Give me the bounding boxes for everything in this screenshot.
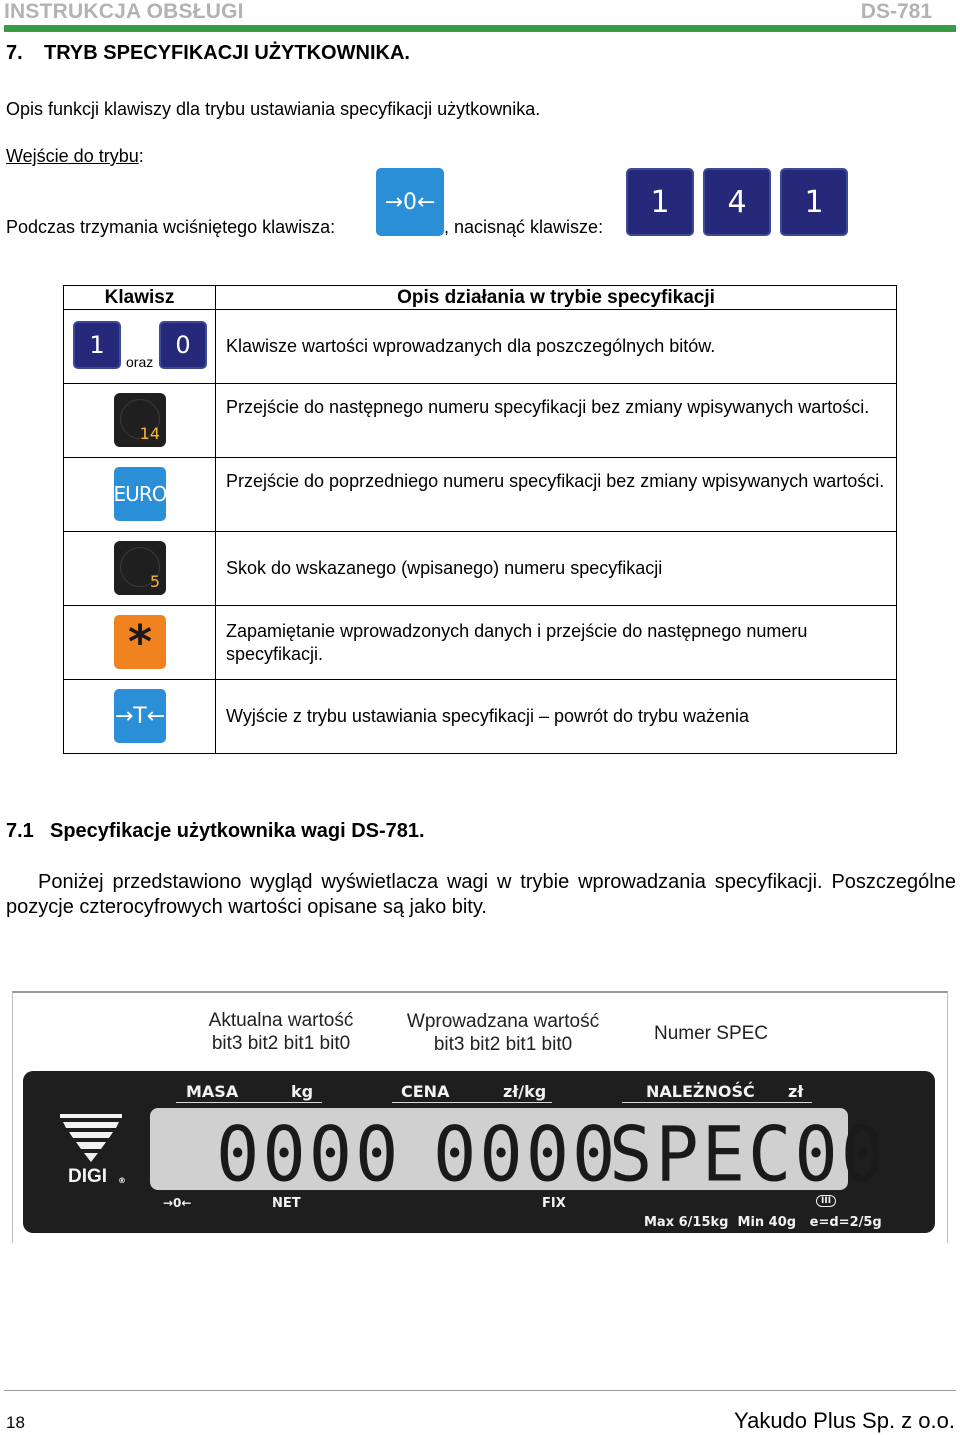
digit-key-1: 1 [626,168,694,236]
digit-key-1: 1 [73,321,121,369]
page-number: 18 [6,1413,25,1432]
price-unit-label: zł/kg [503,1082,547,1101]
entry-label: Wejście do trybu: [6,146,144,166]
description-cell: Klawisze wartości wprowadzanych dla poszczególnych bitów. [216,310,897,384]
column-header-key: Klawisz [64,286,216,310]
net-indicator: NET [272,1196,301,1211]
description-cell: Przejście do następnego numeru specyfikacji bez zmiany wpisywanych wartości. [216,384,897,458]
joiner-text: oraz [126,354,154,370]
key-cell [64,384,216,458]
description-paragraph: Poniżej przedstawiono wygląd wyświetlacza wagi w trybie wprowadzania specyfikacji. Poszczególne pozycje czterocyfrowych wartości opisane są jako bity. [6,871,956,918]
tare-key: →T← [114,689,166,743]
masa-underline [176,1102,322,1103]
table-row [64,310,897,384]
digit-key-4: 4 [703,168,771,236]
digi-brand-text: DIGI [68,1166,108,1187]
footer-divider [4,1390,956,1391]
column-header-description: Opis działania w trybie specyfikacji [216,286,897,310]
table-header-row [64,286,897,310]
zero-indicator: →0← [163,1196,192,1210]
subsection-number: 7.1 [6,820,34,842]
segment-spec: SPEC00 [609,1109,888,1199]
masa-label: MASA [186,1082,239,1101]
zero-key: →0← [376,168,444,236]
kg-label: kg [291,1082,314,1101]
segment-weight: 0000 [216,1109,402,1199]
digit-key-1b: 1 [780,168,848,236]
scale-spec-line: Max 6/15kg Min 40g e=d=2/5g [644,1215,882,1230]
key-cell [64,310,216,384]
digit-key-0: 0 [159,321,207,369]
entered-value-label: Wprowadzana wartość bit3 bit2 bit1 bit0 [406,1011,600,1055]
key-cell [64,680,216,754]
key-cell [64,458,216,532]
header-divider [4,25,956,32]
description-cell: Przejście do poprzedniego numeru specyfikacji bez zmiany wpisywanych wartości. [216,458,897,532]
table-row [64,532,897,606]
intro-text: Opis funkcji klawiszy dla trybu ustawiania specyfikacji użytkownika. [6,99,541,119]
fix-indicator: FIX [542,1196,566,1211]
segment-price: 0000 [433,1109,619,1199]
description-cell: Skok do wskazanego (wpisanego) numeru specyfikacji [216,532,897,606]
header-model: DS-781 [860,0,932,23]
section-heading [6,42,410,65]
table-row [64,458,897,532]
registered-mark: ® [118,1176,126,1185]
key-cell [64,606,216,680]
hold-text: Podczas trzymania wciśniętego klawisza: [6,217,336,237]
current-value-label: Aktualna wartość bit3 bit2 bit1 bit0 [208,1010,354,1054]
round-key-14: 14 [114,393,166,447]
key-cell [64,532,216,606]
key-function-table [63,285,897,754]
accuracy-class-icon: III [816,1195,836,1207]
section-number: 7. [6,42,23,64]
press-text: , nacisnąć klawisze: [444,217,604,237]
subsection-heading [6,820,425,843]
header-title: INSTRUKCJA OBSŁUGI [4,0,244,23]
table-row [64,606,897,680]
table-row [64,384,897,458]
description-cell: Wyjście z trybu ustawiania specyfikacji – powrót do trybu ważenia [216,680,897,754]
cena-underline [392,1102,552,1103]
asterisk-key: * [114,615,166,669]
cena-label: CENA [401,1082,450,1101]
description-cell: Zapamiętanie wprowadzonych danych i przejście do następnego numeru specyfikacji. [216,606,897,680]
subsection-title: Specyfikacje użytkownika wagi DS-781. [50,820,425,842]
naleznosc-underline [622,1102,812,1103]
currency-label: zł [788,1082,804,1101]
section-title: TRYB SPECYFIKACJI UŻYTKOWNIKA. [44,42,410,64]
digi-logo-icon [60,1112,124,1166]
naleznosc-label: NALEŻNOŚĆ [646,1082,755,1101]
euro-key: EURO [114,467,166,521]
spec-number-label: Numer SPEC [653,1023,769,1044]
footer-company: Yakudo Plus Sp. z o.o. [734,1408,955,1433]
round-key-5: 5 [114,541,166,595]
entry-label-text: Wejście do trybu [6,146,139,166]
table-row [64,680,897,754]
